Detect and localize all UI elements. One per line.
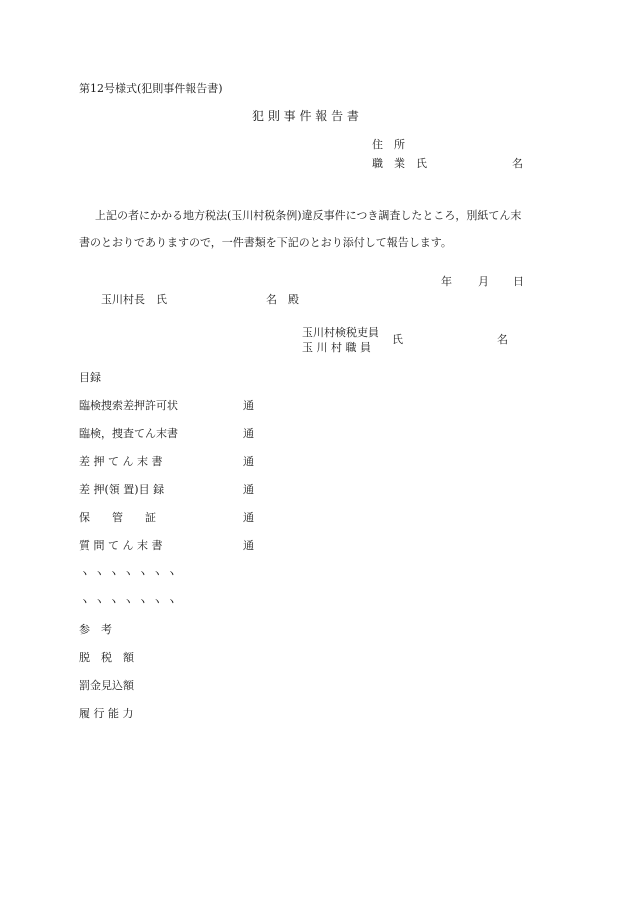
- sender-title-1: 玉川村検税吏員: [302, 326, 379, 339]
- body-line-1: 上記の者にかかる地方税法(玉川村税条例)違反事件につき調査したところ，別紙てん末: [95, 209, 522, 222]
- sender-name-prefix: 氏: [392, 333, 403, 346]
- sender-title-2: 玉 川 村 職 員: [302, 341, 371, 354]
- form-label: 第12号様式(犯則事件報告書): [79, 82, 223, 95]
- catalog-heading: 目録: [79, 371, 101, 384]
- catalog-item-unit: 通: [243, 511, 254, 524]
- address-label: 住 所: [372, 138, 405, 151]
- catalog-item-label: 質 問 て ん 末 書: [79, 539, 163, 552]
- tax-evasion-label: 脱 税 額: [79, 651, 134, 664]
- catalog-continuation-marks: ヽ ヽ ヽ ヽ ヽ ヽ ヽ: [79, 567, 177, 580]
- body-line-2: 書のとおりでありますので，一件書類を下記のとおり添付して報告します。: [79, 236, 452, 249]
- occupation-name-suffix: 名: [512, 157, 523, 170]
- catalog-item-label: 保 管 証: [79, 511, 156, 524]
- catalog-item-label: 差 押(領 置)目 録: [79, 483, 165, 496]
- ability-label: 履 行 能 力: [79, 707, 134, 720]
- catalog-continuation-marks: ヽ ヽ ヽ ヽ ヽ ヽ ヽ: [79, 595, 177, 608]
- reference-heading: 参 考: [79, 623, 112, 636]
- catalog-item-label: 差 押 て ん 末 書: [79, 455, 163, 468]
- catalog-item-label: 臨検捜索差押許可状: [79, 399, 178, 412]
- catalog-item-unit: 通: [243, 427, 254, 440]
- catalog-item-unit: 通: [243, 483, 254, 496]
- addressee-suffix: 名 殿: [266, 293, 299, 306]
- fine-estimate-label: 罰金見込額: [79, 679, 134, 692]
- occupation-name-label: 職 業 氏: [372, 157, 427, 170]
- catalog-item-unit: 通: [243, 539, 254, 552]
- date-day: 日: [513, 275, 524, 288]
- catalog-item-unit: 通: [243, 399, 254, 412]
- catalog-item-label: 臨検，捜査てん末書: [79, 427, 178, 440]
- document-title: 犯 則 事 件 報 告 書: [252, 109, 359, 123]
- date-month: 月: [478, 275, 489, 288]
- addressee-name: 玉川村長 氏: [101, 293, 167, 306]
- date-year: 年: [441, 275, 452, 288]
- catalog-item-unit: 通: [243, 455, 254, 468]
- sender-name-suffix: 名: [497, 333, 508, 346]
